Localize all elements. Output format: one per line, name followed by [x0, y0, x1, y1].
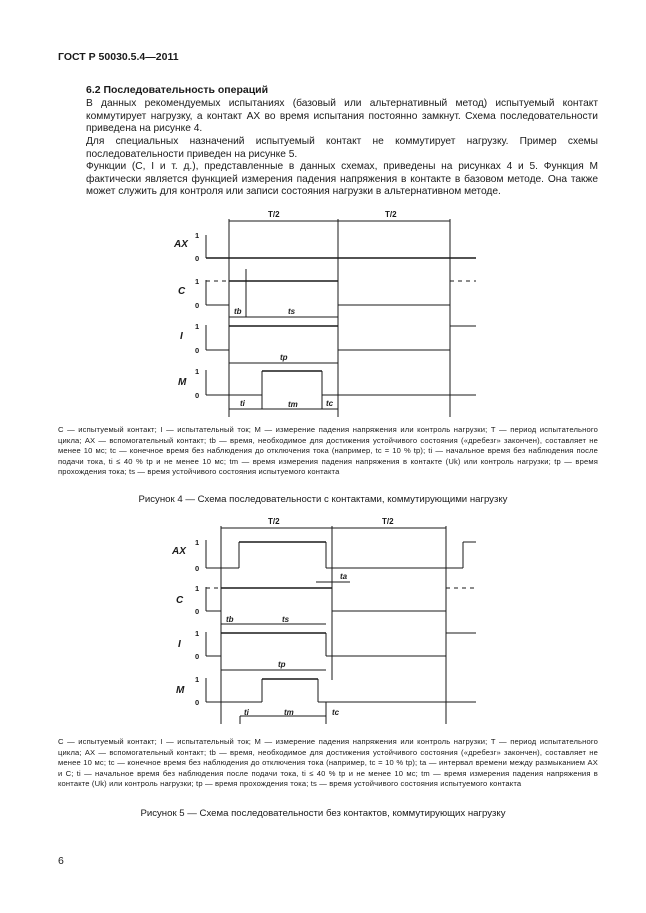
fig5-tc: tc — [332, 708, 340, 717]
fig5-m-0: 0 — [195, 698, 200, 707]
fig4-tb: tb — [234, 307, 242, 316]
fig4-signal-m: M — [178, 377, 187, 388]
fig5-signal-c: C — [176, 595, 184, 606]
fig4-ts: ts — [288, 307, 296, 316]
fig4-i-1: 1 — [195, 322, 200, 331]
fig5-signal-ax: AX — [172, 546, 186, 557]
fig4-signal-c: C — [178, 286, 186, 297]
fig4-period-2: T/2 — [385, 210, 397, 219]
fig5-tm: tm — [284, 708, 294, 717]
fig5-signal-m: M — [176, 685, 185, 696]
fig5-period-2: T/2 — [382, 517, 394, 526]
paragraph-3: Функции (C, I и т. д.), представленные в данных схемах, приведены на рисунках 4 и 5. Функция M фактически является функцией измерения падения напряжения в контакте в базовом методе. Она также может служить для контроля или записи состояния нагрузки в альтернативном методе. — [86, 161, 598, 198]
fig4-signal-i: I — [180, 331, 183, 342]
fig4-m-1: 1 — [195, 367, 200, 376]
fig4-i-0: 0 — [195, 346, 200, 355]
section-title: 6.2 Последовательность операций — [86, 84, 269, 96]
fig5-i-1: 1 — [195, 629, 200, 638]
fig4-c-0: 0 — [195, 301, 200, 310]
figure-5-caption: Рисунок 5 — Схема последовательности без контактов, коммутирующих нагрузку — [140, 808, 506, 819]
figure-5-timing-diagram — [0, 512, 646, 727]
fig5-tb: tb — [226, 615, 234, 624]
figure-4-caption: Рисунок 4 — Схема последовательности с контактами, коммутирующими нагрузку — [138, 494, 508, 505]
paragraph-2: Для специальных назначений испытуемый контакт не коммутирует нагрузку. Пример схемы последовательности приведен на рисунке 5. — [86, 136, 598, 160]
fig4-ax-0: 0 — [195, 254, 200, 263]
fig5-ti: ti — [244, 708, 249, 717]
fig4-ax-1: 1 — [195, 231, 200, 240]
fig5-i-0: 0 — [195, 652, 200, 661]
fig5-ts: ts — [282, 615, 290, 624]
fig4-tc: tc — [326, 399, 334, 408]
fig5-m-1: 1 — [195, 675, 200, 684]
figure-5-note: C — испытуемый контакт; I — испытательный ток; M — измерение падения напряжения или контроль нагрузки; T — период испытательного цикла; AX — вспомогательный контакт; tb — время, необходимое для достижения устойчивого состояния («дребезг» закончен), составляет не менее 10 мс; tc — конечное время без наблюдения до отключения тока (например, tc = 10 % tp); ta — интервал времени между размыканием AX и C; ti — начальное время без наблюдения после подачи тока, ti ≤ 40 % tp и не менее 10 мс; tm — время измерения падения напряжения в контакте (Uk) или контроль нагрузки; tp — время прохождения тока; ts — время устойчивого состояния испытуемого контакта — [58, 737, 598, 789]
figure-4-timing-diagram — [0, 205, 646, 420]
page-number: 6 — [58, 855, 64, 867]
fig4-c-1: 1 — [195, 277, 200, 286]
fig5-c-1: 1 — [195, 584, 200, 593]
fig4-tm: tm — [288, 400, 298, 409]
document-header: ГОСТ Р 50030.5.4—2011 — [58, 51, 179, 63]
fig4-ti: ti — [240, 399, 245, 408]
fig4-tp: tp — [280, 353, 288, 362]
fig4-signal-ax: AX — [174, 239, 188, 250]
fig4-period-1: T/2 — [268, 210, 280, 219]
fig5-tp: tp — [278, 660, 286, 669]
fig5-signal-i: I — [178, 639, 181, 650]
fig5-c-0: 0 — [195, 607, 200, 616]
figure-4-note: C — испытуемый контакт; I — испытательный ток; M — измерение падения напряжения или контроль нагрузки; T — период испытательного цикла; AX — вспомогательный контакт; tb — время, необходимое для достижения устойчивого состояния («дребезг» закончен), составляет не менее 10 мс; tc — конечное время без наблюдения до отключения тока (например, tc = 10 % tp); ti — начальное время без наблюдения после подачи тока, ti ≤ 40 % tp и не менее 10 мс; tm — время измерения падения напряжения в контакте (Uk) или контроль нагрузки; tp — время прохождения тока; ts — время устойчивого состояния испытуемого контакта — [58, 425, 598, 477]
fig4-m-0: 0 — [195, 391, 200, 400]
fig5-period-1: T/2 — [268, 517, 280, 526]
fig5-ta: ta — [340, 572, 348, 581]
fig5-ax-0: 0 — [195, 564, 200, 573]
fig5-ax-1: 1 — [195, 538, 200, 547]
paragraph-1: В данных рекомендуемых испытаниях (базовый или альтернативный метод) испытуемый контакт коммутирует нагрузку, а контакт AX во время испытания постоянно замкнут. Схема последовательности приведена на рисунке 4. — [86, 98, 598, 135]
